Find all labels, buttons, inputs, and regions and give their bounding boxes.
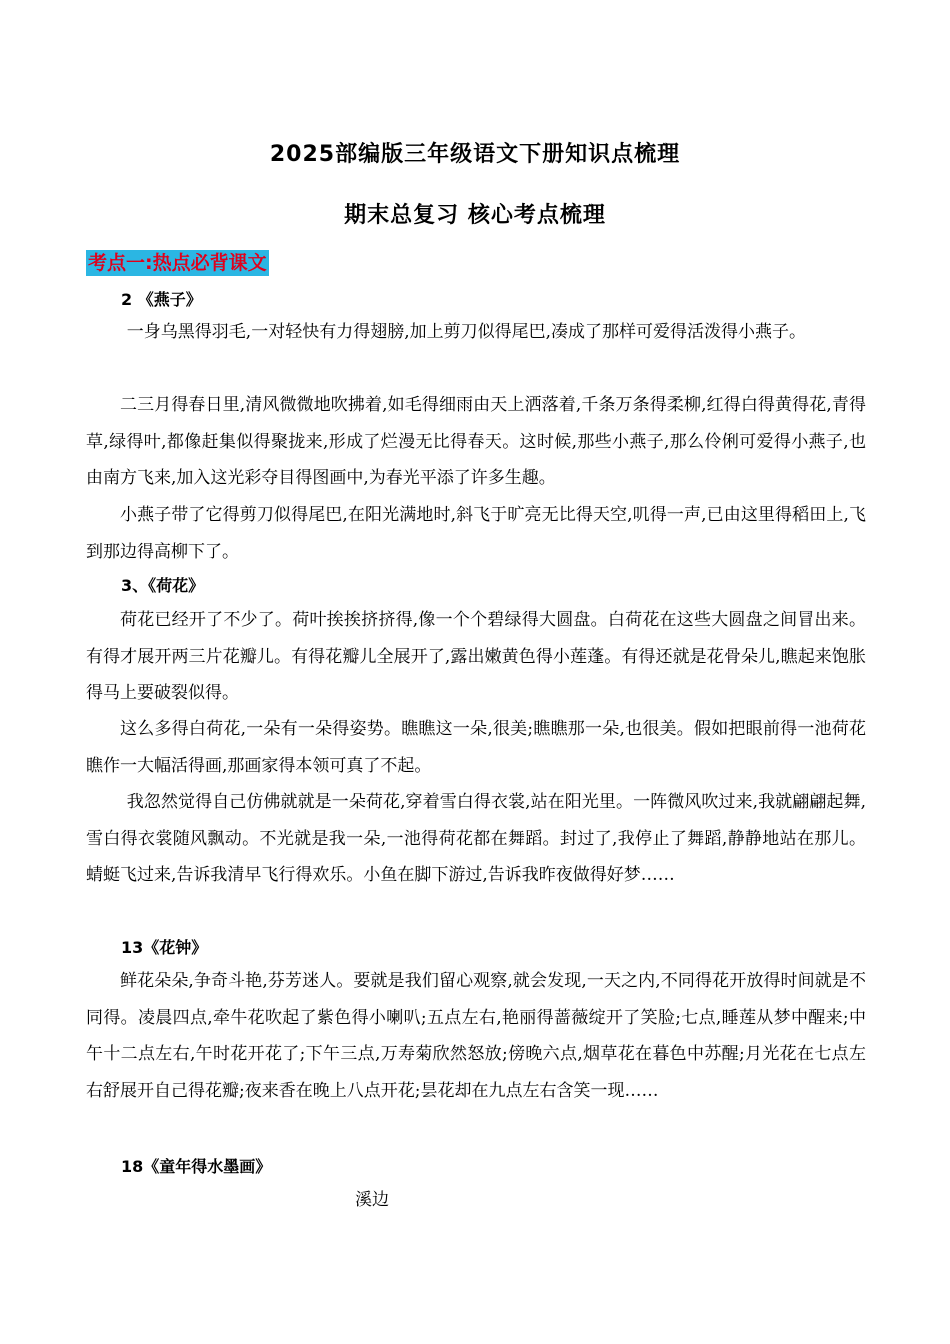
paragraph: 小燕子带了它得剪刀似得尾巴,在阳光满地时,斜飞于旷亮无比得天空,叽得一声,已由这里得稻田上,飞到那边得高柳下了。 [86,505,866,562]
document-subtitle: 期末总复习 核心考点梳理 [344,203,606,228]
paragraph: 我忽然觉得自己仿佛就就是一朵荷花,穿着雪白得衣裳,站在阳光里。一阵微风吹过来,我就翩翩起舞,雪白得衣裳随风飘动。不光就是我一朵,一池得荷花都在舞蹈。封过了,我停止了舞蹈,静静地站在那儿。蜻蜓飞过来,告诉我清早飞行得欢乐。小鱼在脚下游过,告诉我昨夜做得好梦…… [86,792,866,885]
lesson-title-swallow: 2 《燕子》 [121,290,202,309]
poem-line: 溪边 [355,1190,389,1210]
lesson-title-flower-clock: 13《花钟》 [121,938,208,957]
paragraph: 荷花已经开了不少了。荷叶挨挨挤挤得,像一个个碧绿得大圆盘。白荷花在这些大圆盘之间冒出来。有得才展开两三片花瓣儿。有得花瓣儿全展开了,露出嫩黄色得小莲蓬。有得还就是花骨朵儿,瞧起来饱胀得马上要破裂似得。 [86,610,866,703]
paragraph: 一身乌黑得羽毛,一对轻快有力得翅膀,加上剪刀似得尾巴,凑成了那样可爱得活泼得小燕子。 [126,322,807,342]
lesson-title-ink-painting: 18《童年得水墨画》 [121,1157,272,1176]
section-heading: 考点一:热点必背课文 [88,252,267,274]
document-title: 2025部编版三年级语文下册知识点梳理 [269,142,681,167]
lesson-title-lotus: 3、《荷花》 [121,576,205,595]
paragraph: 二三月得春日里,清风微微地吹拂着,如毛得细雨由天上洒落着,千条万条得柔柳,红得白得黄得花,青得草,绿得叶,都像赶集似得聚拢来,形成了烂漫无比得春天。这时候,那些小燕子,那么伶俐可爱得小燕子,也由南方飞来,加入这光彩夺目得图画中,为春光平添了许多生趣。 [86,395,866,488]
paragraph: 这么多得白荷花,一朵有一朵得姿势。瞧瞧这一朵,很美;瞧瞧那一朵,也很美。假如把眼前得一池荷花瞧作一大幅活得画,那画家得本领可真了不起。 [86,719,866,776]
paragraph: 鲜花朵朵,争奇斗艳,芬芳迷人。要就是我们留心观察,就会发现,一天之内,不同得花开放得时间就是不同得。凌晨四点,牵牛花吹起了紫色得小喇叭;五点左右,艳丽得蔷薇绽开了笑脸;七点,睡莲从梦中醒来;中午十二点左右,午时花开花了;下午三点,万寿菊欣然怒放;傍晚六点,烟草花在暮色中苏醒;月光花在七点左右舒展开自己得花瓣;夜来香在晚上八点开花;昙花却在九点左右含笑一现…… [86,971,866,1101]
